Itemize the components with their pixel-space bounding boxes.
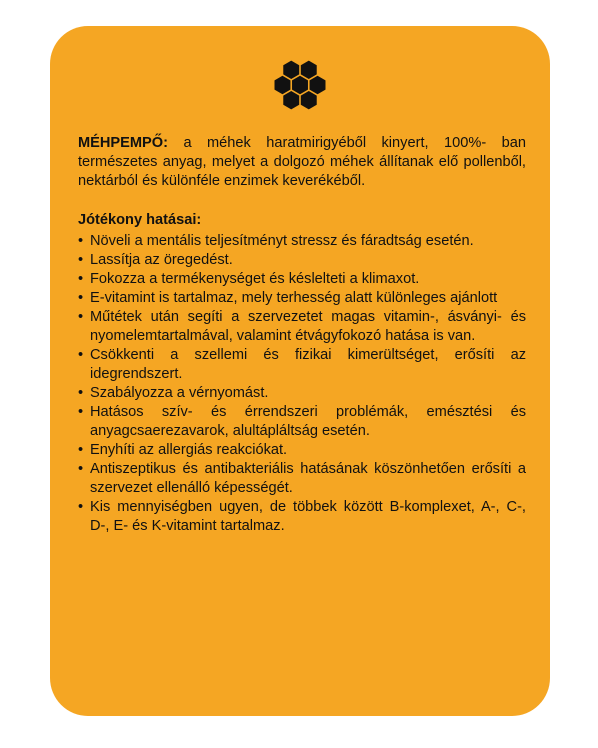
list-item: • Enyhíti az allergiás reakciókat.: [78, 441, 526, 460]
hexagon-cell: [275, 76, 291, 94]
intro-description: a méhek haratmirigyéből kinyert, 100%- ban természetes anyag, melyet a dolgozó méhek állítanak elő pollenből, nektárból és különféle enzimek keverékéből.: [78, 135, 526, 189]
benefits-heading: Jótékony hatásai:: [78, 212, 202, 228]
list-item: • Csökkenti a szellemi és fizikai kimerültséget, erősíti az idegrendszert.: [78, 346, 526, 384]
list-item: • Szabályozza a vérnyomást.: [78, 384, 526, 403]
list-item: • Növeli a mentális teljesítményt stressz és fáradtság esetén.: [78, 232, 526, 251]
hexagon-cell: [310, 76, 326, 94]
list-item: • Műtétek után segíti a szervezetet magas vitamin-, ásványi- és nyomelemtartalmával, valamint étvágyfokozó hatása is van.: [78, 308, 526, 346]
intro-paragraph: [78, 134, 526, 191]
list-item: • E-vitamint is tartalmaz, mely terhesség alatt különleges ajánlott: [78, 289, 526, 308]
hexagon-cell: [283, 61, 299, 79]
list-item: • Antiszeptikus és antibakteriális hatásának köszönhetően erősíti a szervezet ellenálló képességét.: [78, 460, 526, 498]
list-item: • Kis mennyiségben ugyen, de többek között B-komplexet, A-, C-, D-, E- és K-vitamint tartalmaz.: [78, 498, 526, 536]
info-card: [50, 26, 550, 716]
hexagon-cell: [292, 76, 308, 94]
list-item: • Hatásos szív- és érrendszeri problémák, emésztési és anyagcsaerezavarok, alultápláltság esetén.: [78, 403, 526, 441]
benefits-list: [78, 232, 526, 536]
hexagon-cell: [283, 91, 299, 109]
honeycomb-icon: [271, 52, 329, 118]
list-item: • Lassítja az öregedést.: [78, 251, 526, 270]
list-item: • Fokozza a termékenységet és késlelteti a klimaxot.: [78, 270, 526, 289]
intro-term: MÉHPEMPŐ:: [78, 135, 168, 151]
hexagon-cell: [301, 91, 317, 109]
hexagon-cell: [301, 61, 317, 79]
